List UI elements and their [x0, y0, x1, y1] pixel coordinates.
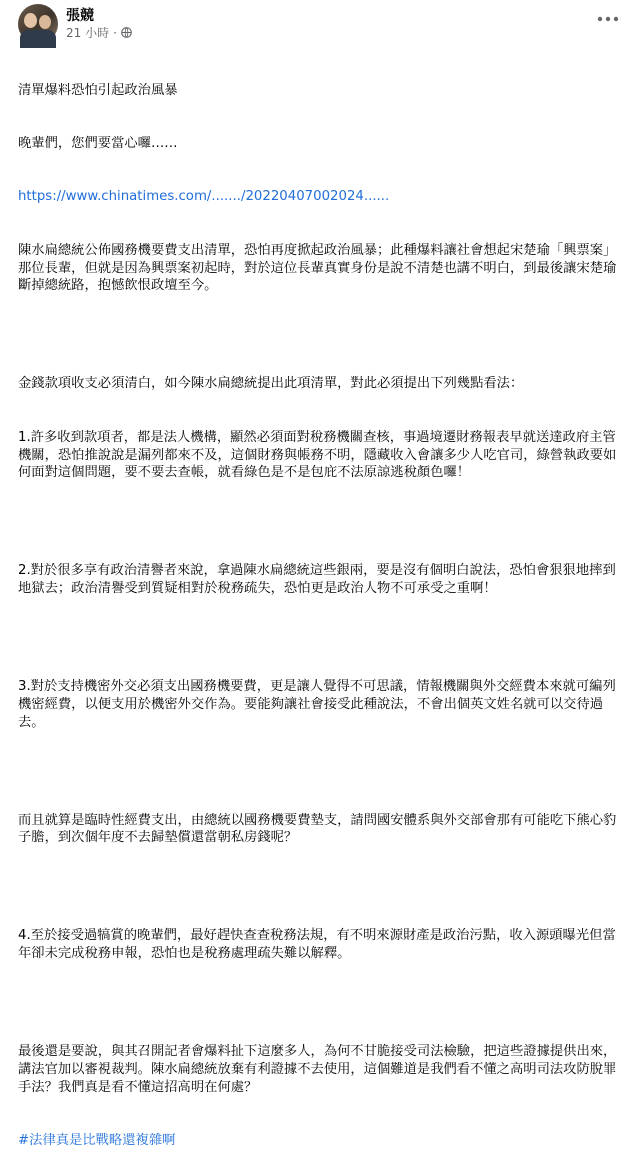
- paragraph-6: 4.至於接受過犒賞的晚輩們，最好趕快查查稅務法規，有不明來源財產是政治污點，收入源頭曝光但當年卻未完成稅務申報，恐怕也是稅務處理疏失難以解釋。: [18, 928, 616, 962]
- more-options-button[interactable]: [594, 8, 622, 30]
- post-body: [18, 46, 624, 1168]
- paragraph-2-intro: 金錢款項收支必須清白，如今陳水扁總統提出此項清單，對此必須提出下列幾點看法：: [18, 376, 524, 392]
- paragraph-7: 最後還是要說，與其召開記者會爆料扯下這麼多人，為何不甘脆接受司法檢驗，把這些證據提供出來，講法官加以審視裁判。陳水扁總統放棄有利證據不去使用，這個難道是我們看不懂之高明司法攻防脫罪手法？我們真是看不懂這招高明在何處？: [18, 1044, 617, 1095]
- post-timestamp[interactable]: 21 小時: [66, 26, 110, 40]
- post-title-line1: 清單爆料恐怕引起政治風暴: [18, 82, 178, 98]
- avatar-face-left: [24, 13, 37, 28]
- post-header: [0, 0, 640, 46]
- author-name[interactable]: 張競: [66, 8, 94, 24]
- post-meta: [66, 24, 132, 41]
- author-avatar[interactable]: [18, 4, 58, 44]
- globe-icon: [121, 27, 132, 38]
- paragraph-1: 陳水扁總統公佈國務機要費支出清單，恐怕再度掀起政治風暴；此種爆料讓社會想起宋楚瑜「興票案」那位長輩，但就是因為興票案初起時，對於這位長輩真實身份是說不清楚也講不明白，到最後讓宋楚瑜斷掉總統路，抱憾飲恨政壇至今。: [18, 242, 617, 294]
- avatar-face-right: [39, 15, 51, 29]
- post-title-line2: 晚輩們，您們要當心囉……: [18, 135, 178, 151]
- paragraph-5: 而且就算是臨時性經費支出，由總統以國務機要費墊支，請問國安體系與外交部會那有可能吃下熊心豹子膽，到次個年度不去歸墊償還當朝私房錢呢？: [18, 812, 617, 846]
- paragraph-4: 3.對於支持機密外交必須支出國務機要費，更是讓人覺得不可思議，情報機關與外交經費本來就可編列機密經費，以便支用於機密外交作為。要能夠讓社會接受此種說法，不會出個英文姓名就可以交待過去。: [18, 679, 616, 730]
- paragraph-3: 2.對於很多享有政治清譽者來說，拿過陳水扁總統這些銀兩，要是沒有個明白說法，恐怕會狠狠地摔到地獄去；政治清譽受到質疑相對於稅務疏失，恐怕更是政治人物不可承受之重啊！: [18, 563, 616, 597]
- paragraph-2-item-1: 1.許多收到款項者，都是法人機構，顯然必須面對稅務機關查核，事過境遷財務報表早就送達政府主管機關，恐怕推說說是漏列都來不及，這個財務與帳務不明，隱藏收入會讓多少人吃官司，綠營執政要如何面對這個問題，要不要去查帳，就看綠色是不是包庇不法原諒逃稅顏色囉！: [18, 429, 617, 481]
- meta-separator: ·: [113, 25, 117, 40]
- hashtag-link[interactable]: #法律真是比戰略還複雜啊: [18, 1133, 176, 1149]
- article-link[interactable]: https://www.chinatimes.com/......./20220407002024......: [18, 189, 390, 205]
- more-options-icon: [597, 16, 619, 22]
